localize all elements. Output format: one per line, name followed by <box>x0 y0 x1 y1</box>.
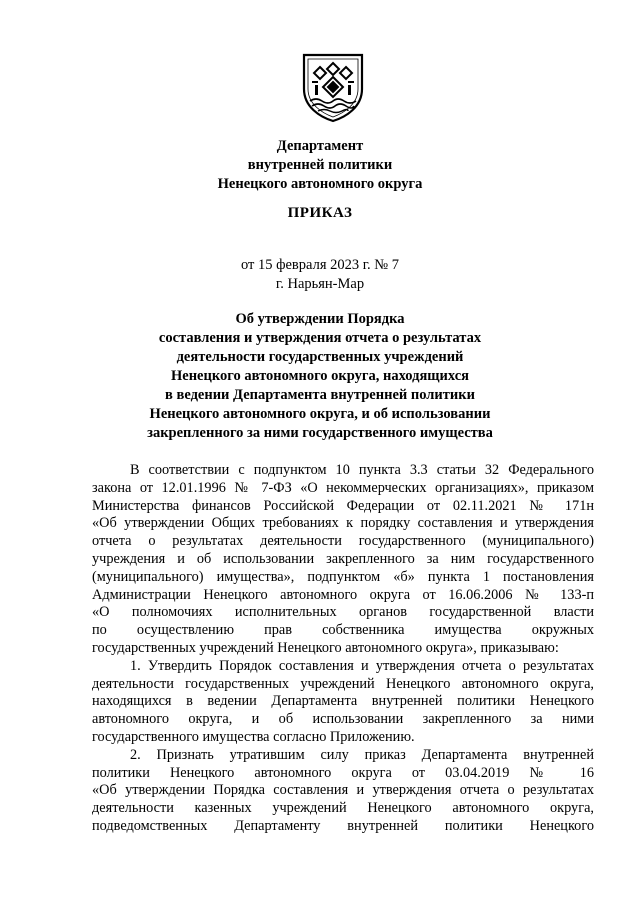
header-line-2: внутренней политики <box>247 157 393 173</box>
subject-line: Ненецкого автономного округа, и об использовании <box>149 406 491 422</box>
body-line: (муниципального) имущества», подпунктом «б» пункта 1 постановления <box>92 568 594 585</box>
body-line: закона от 12.01.1996 № 7-ФЗ «О некоммерческих организациях», приказом <box>92 479 594 496</box>
body-line: отчета о результатах деятельности государственного (муниципального) <box>92 533 594 550</box>
body-line: деятельности казенных учреждений Ненецкого автономного округа, <box>92 800 594 817</box>
body-line: находящихся в ведении Департамента внутренней политики Ненецкого <box>92 693 594 710</box>
order-meta <box>0 256 640 294</box>
body-line: автономного округа, и об использовании закрепленного за ними <box>92 711 594 728</box>
department-header <box>0 137 640 194</box>
order-city: г. Нарьян-Мар <box>275 276 365 292</box>
body-line: политики Ненецкого автономного округа от 03.04.2019 № 16 <box>92 764 594 781</box>
coat-of-arms-emblem <box>298 51 368 123</box>
body-line: государственных учреждений Ненецкого автономного округа», приказываю: <box>92 639 559 656</box>
order-subject <box>0 310 640 443</box>
body-line: по осуществлению прав собственника имущества окружных <box>92 622 594 639</box>
body-line: 1. Утвердить Порядок составления и утверждения отчета о результатах <box>130 657 594 674</box>
order-title: ПРИКАЗ <box>287 205 353 221</box>
body-line: «О полномочиях исполнительных органов государственной власти <box>92 604 594 621</box>
header-line-3: Ненецкого автономного округа <box>217 176 423 192</box>
body-line: государственного имущества согласно Приложению. <box>92 728 415 745</box>
body-line: деятельности государственных учреждений Ненецкого автономного округа, <box>92 675 594 692</box>
body-line: учреждения и об использовании закрепленного за ним государственного <box>92 550 594 567</box>
order-date-number: от 15 февраля 2023 г. № 7 <box>240 257 400 273</box>
header-line-1: Департамент <box>276 138 364 154</box>
body-line: Администрации Ненецкого автономного округа от 16.06.2006 № 133-п <box>92 586 594 603</box>
subject-line: закрепленного за ними государственного имущества <box>147 425 493 441</box>
body-line: В соответствии с подпунктом 10 пункта 3.3 статьи 32 Федерального <box>130 462 594 478</box>
body-line: подведомственных Департаменту внутренней политики Ненецкого <box>92 817 594 834</box>
subject-line: составления и утверждения отчета о результатах <box>158 330 482 346</box>
subject-line: в ведении Департамента внутренней политики <box>165 387 475 403</box>
body-line: 2. Признать утратившим силу приказ Департамента внутренней <box>130 746 594 763</box>
order-body-text <box>92 462 594 836</box>
subject-line: Ненецкого автономного округа, находящихся <box>170 368 469 384</box>
subject-line: деятельности государственных учреждений <box>176 349 464 365</box>
subject-line: Об утверждении Порядка <box>235 311 405 327</box>
body-line: «Об утверждении Порядка составления и утверждения отчета о результатах <box>92 782 594 799</box>
body-line: Министерства финансов Российской Федерации от 02.11.2021 № 171н <box>92 497 594 514</box>
body-line: «Об утверждении Общих требованиях к порядку составления и утверждения <box>92 515 594 532</box>
